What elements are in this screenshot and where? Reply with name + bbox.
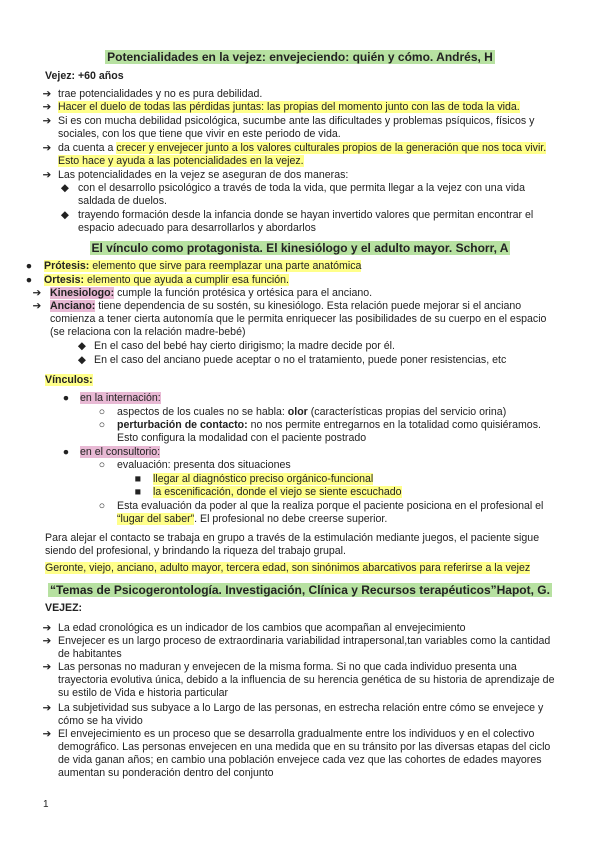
diamond-icon: ◆ bbox=[77, 340, 87, 352]
circle-icon: ○ bbox=[98, 419, 106, 431]
circle-icon: ○ bbox=[98, 459, 106, 471]
section1-title: Potencialidades en la vejez: envejeciendo: quién y cómo. Andrés, H bbox=[107, 50, 493, 64]
square-icon: ■ bbox=[134, 473, 142, 485]
diamond-icon: ◆ bbox=[77, 354, 87, 366]
arrow-icon: ➔ bbox=[42, 622, 52, 634]
sinonimos-line: Geronte, viejo, anciano, adulto mayor, tercera edad, son sinónimos abarcativos para referirse a la vejez bbox=[45, 562, 531, 574]
arrow-icon: ➔ bbox=[42, 635, 52, 647]
arrow-icon: ➔ bbox=[42, 101, 52, 113]
circle-icon: ○ bbox=[98, 406, 106, 418]
bullet-icon: ● bbox=[62, 446, 70, 458]
grupo-paragraph: Para alejar el contacto se trabaja en grupo a través de la estimulación mediante juegos, el paciente sigue siendo del profesional, y brindando la riqueza del trabajo grupal. bbox=[45, 532, 540, 557]
bullet-icon: ● bbox=[25, 274, 33, 286]
arrow-icon: ➔ bbox=[42, 142, 52, 154]
arrow-icon: ➔ bbox=[42, 115, 52, 127]
document-page: Potencialidades en la vejez: envejeciendo: quién y cómo. Andrés, H Vejez: +60 años ➔ trae potencialidades y no es pura debilidad. ➔ Hacer el duelo de todas las pérdidas juntas: las propias del momento junto con las de toda la vida. ➔ Si es con mucha debilidad psicológica, sucumbe ante las dificultades y problemas psíquicos, físicos y sociales, con los que tiene que vivir en este periodo de vida. ➔ da cuenta a crecer y envejecer junto a los valores culturales propios de la generación que nos toca vivir. Esto hace y ayuda a las potencialidades en la vejez. ➔ Las potencialidades en la vejez se aseguran de dos maneras: ◆ con el desarrollo psicológico a través de toda la vida, que permita llegar a la vejez con una vida saldada de duelos. ◆ trayendo formación desde la infancia donde se hayan invertido valores que permitan encontrar el espacio adecuado para desarrollarlos y abordarlos El vínculo como protagonista. El kinesiólogo y el adulto mayor. Schorr, A ● Prótesis: elemento que sirve para reemplazar una parte anatómica ● Ortesis: elemento que ayuda a cumplir esa función. ➔ Kinesiologo: cumple la función protésica y ortésica para el anciano. ➔ Anciano: tiene dependencia de su sostén, su kinesiólogo. Esta relación puede mejorar si el anciano comienza a tener cierta autonomía que le permita enriquecer las posibilidades de su cuerpo en el espacio (se relaciona con la relación madre-bebé) ◆ En el caso del bebé hay cierto dirigismo; la madre decide por él. ◆ En el caso del anciano puede aceptar o no el tratamiento, puede poner resistencias, etc Vínculos: ● en la internación: ○ aspectos de los cuales no se habla: olor (características propias del servicio orina) ○ perturbación de contacto: no nos permite entregarnos en la totalidad como quisiéramos. Esto configura la modalidad con el paciente postrado ● en el consultorio: ○ evaluación: presenta dos situaciones ■ llegar al diagnóstico preciso orgánico-funcional ■ la escenificación, donde el viejo se siente escuchado ○ Esta evaluación da poder al que la realiza porque el paciente posiciona en el profesional el “lugar del saber”. El profesional no debe creerse superior. Para alejar el contacto se trabaja en grupo a través de la estimulación mediante juegos, el paciente sigue siendo del profesional, y brindando la riqueza del trabajo grupal. Geronte, viejo, anciano, adulto mayor, tercera edad, son sinónimos abarcativos para referirse a la vejez “Temas de Psicogerontología. Investigación, Clínica y Recursos terapéuticos”Hapot, G. VEJEZ: ➔ La edad cronológica es un indicador de los cambios que acompañan al envejecimiento ➔ Envejecer es un largo proceso de extraordinaria variabilidad intrapersonal,tan variables como la cantidad de habitantes ➔ Las personas no maduran y envejecen de la misma forma. Si no que cada individuo presenta una trayectoria evolutiva única, debido a la influencia de su herencia genética de su historia de aprendizaje de su estilo de Vida e historia particular ➔ La subjetividad sus subyace a lo Largo de las personas, en estrecha relación entre cómo se envejece y cómo se ha vivido ➔ El envejecimiento es un proceso que se desarrolla gradualmente entre los individuos y en el colectivo demográfico. Las personas envejecen en una medida que en su tránsito por las diversas etapas del ciclo de vida ganan años; en cambio una población envejece cada vez que las cohortes de edades mayores aumentan su ponderación dentro del conjunto 1 bbox=[0, 0, 600, 848]
page-number: 1 bbox=[43, 799, 49, 810]
arrow-icon: ➔ bbox=[32, 287, 42, 299]
arrow-icon: ➔ bbox=[42, 169, 52, 181]
square-icon: ■ bbox=[134, 486, 142, 498]
arrow-icon: ➔ bbox=[42, 728, 52, 740]
circle-icon: ○ bbox=[98, 500, 106, 512]
section2-title: El vínculo como protagonista. El kinesiólogo y el adulto mayor. Schorr, A bbox=[91, 241, 509, 255]
vinculos-heading: Vínculos: bbox=[45, 374, 93, 386]
section1-subtitle: Vejez: +60 años bbox=[45, 70, 124, 82]
diamond-icon: ◆ bbox=[60, 209, 70, 221]
diamond-icon: ◆ bbox=[60, 182, 70, 194]
bullet-icon: ● bbox=[62, 392, 70, 404]
section3-subtitle: VEJEZ: bbox=[45, 602, 83, 614]
arrow-icon: ➔ bbox=[42, 88, 52, 100]
bullet-icon: ● bbox=[25, 260, 33, 272]
section3-title: “Temas de Psicogerontología. Investigación, Clínica y Recursos terapéuticos”Hapot, G. bbox=[50, 583, 550, 597]
arrow-icon: ➔ bbox=[42, 661, 52, 673]
arrow-icon: ➔ bbox=[42, 702, 52, 714]
arrow-icon: ➔ bbox=[32, 300, 42, 312]
